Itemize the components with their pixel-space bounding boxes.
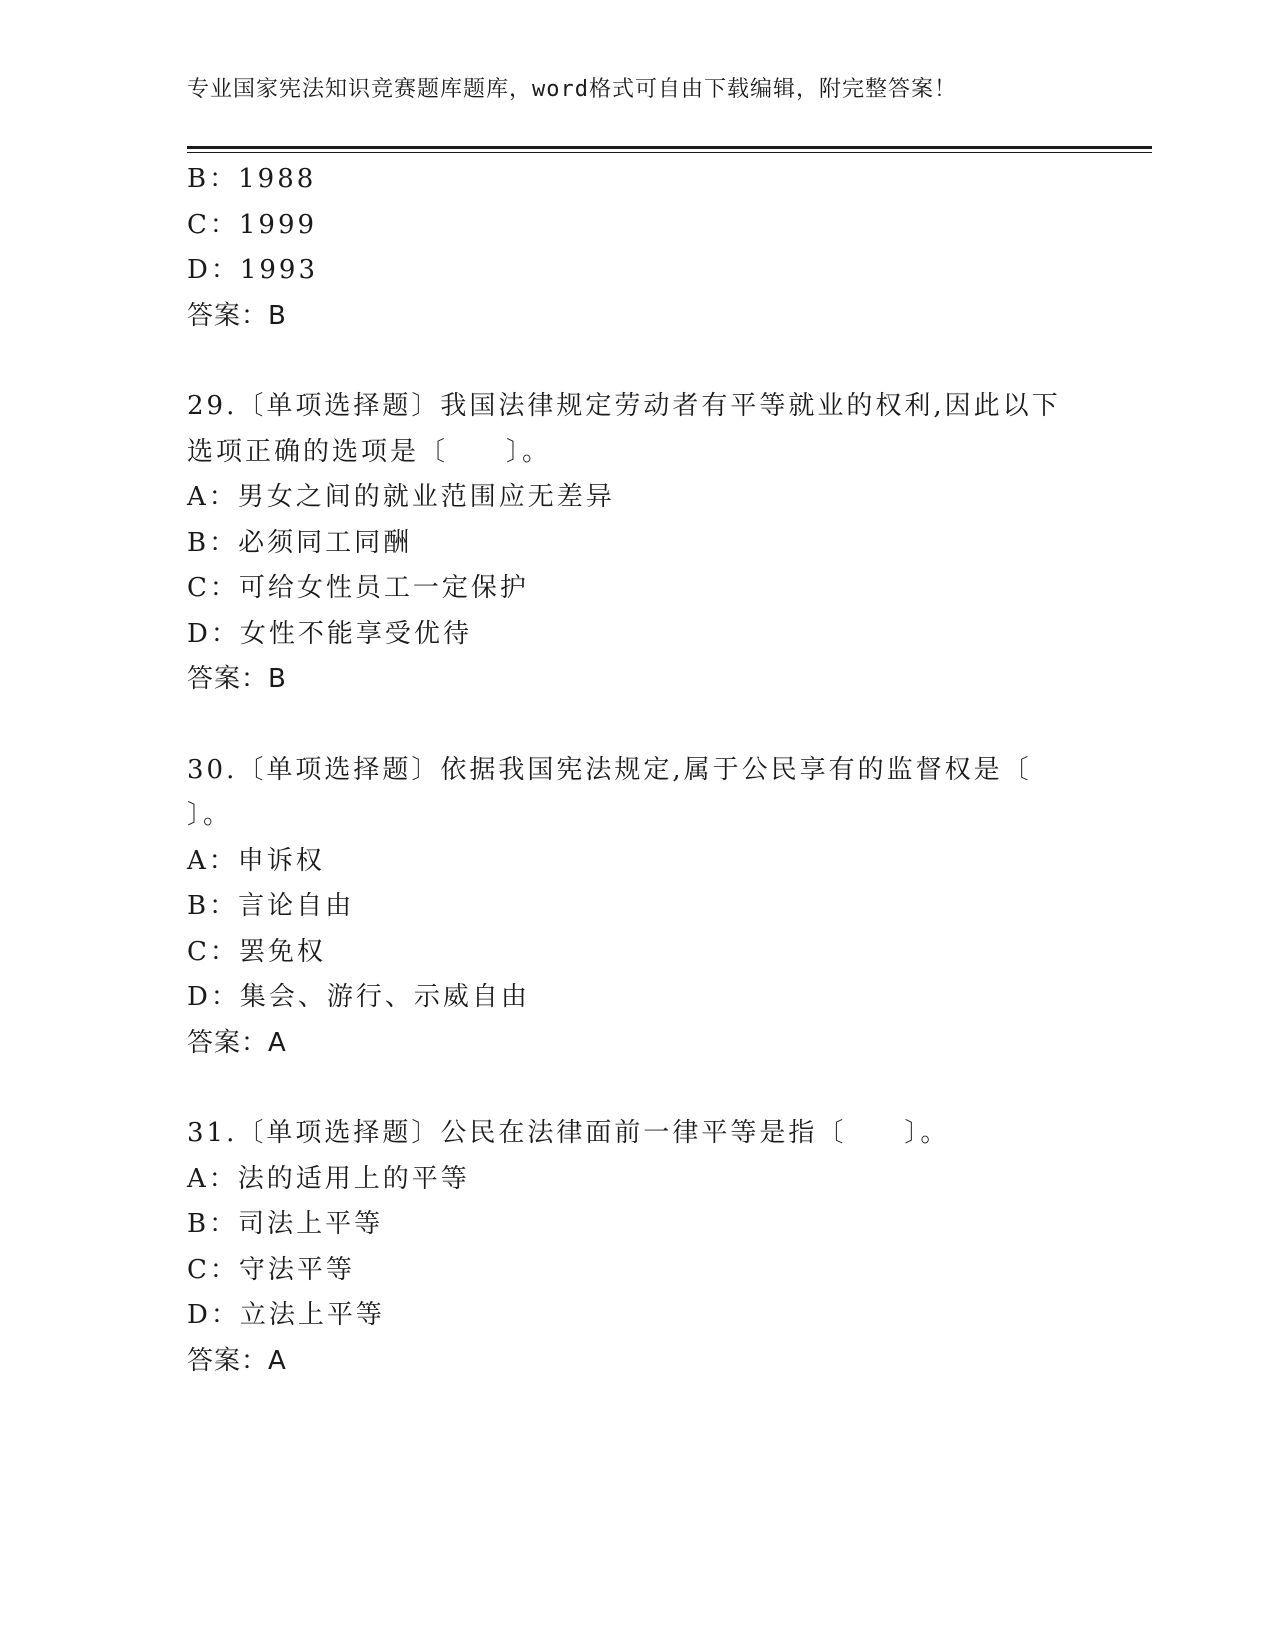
question-31 bbox=[187, 1111, 1087, 1384]
option-d: D：集会、游行、示威自由 bbox=[187, 982, 530, 1012]
question-30 bbox=[187, 748, 1087, 1067]
prev-question-block bbox=[187, 157, 1087, 339]
option-a: A：男女之间的就业范围应无差异 bbox=[187, 482, 615, 512]
option-c: C：可给女性员工一定保护 bbox=[187, 573, 529, 603]
header-rule-thick bbox=[187, 146, 1152, 149]
option-d: D：女性不能享受优待 bbox=[187, 618, 472, 649]
option-b: B：1988 bbox=[187, 164, 317, 194]
question-29 bbox=[187, 384, 1087, 703]
header-rule-thin bbox=[187, 152, 1152, 153]
question-stem: 〕。 bbox=[187, 800, 233, 830]
page-header: 专业国家宪法知识竞赛题库题库，word格式可自由下载编辑，附完整答案！ bbox=[187, 77, 957, 102]
option-a: A：法的适用上的平等 bbox=[187, 1163, 470, 1194]
option-b: B：司法上平等 bbox=[187, 1209, 384, 1239]
answer-line: 答案：A bbox=[187, 1027, 287, 1058]
option-d: D：1993 bbox=[187, 255, 319, 285]
question-stem: 31.〔单项选择题〕公民在法律面前一律平等是指〔 〕。 bbox=[187, 1118, 950, 1148]
question-stem: 选项正确的选项是〔 〕。 bbox=[187, 436, 552, 467]
option-c: C：守法平等 bbox=[187, 1254, 355, 1285]
option-b: B：必须同工同酬 bbox=[187, 527, 413, 558]
option-d: D：立法上平等 bbox=[187, 1300, 385, 1330]
option-c: C：罢免权 bbox=[187, 936, 326, 967]
option-a: A：申诉权 bbox=[187, 845, 325, 876]
option-c: C：1999 bbox=[187, 209, 318, 240]
answer-line: 答案：A bbox=[187, 1345, 287, 1376]
question-stem: 30.〔单项选择题〕依据我国宪法规定,属于公民享有的监督权是〔 bbox=[187, 754, 1032, 785]
option-b: B：言论自由 bbox=[187, 891, 355, 921]
document-body bbox=[187, 157, 1087, 1384]
answer-line: 答案：B bbox=[187, 664, 287, 694]
answer-line: 答案：B bbox=[187, 300, 287, 331]
question-stem: 29.〔单项选择题〕我国法律规定劳动者有平等就业的权利,因此以下 bbox=[187, 391, 1061, 421]
